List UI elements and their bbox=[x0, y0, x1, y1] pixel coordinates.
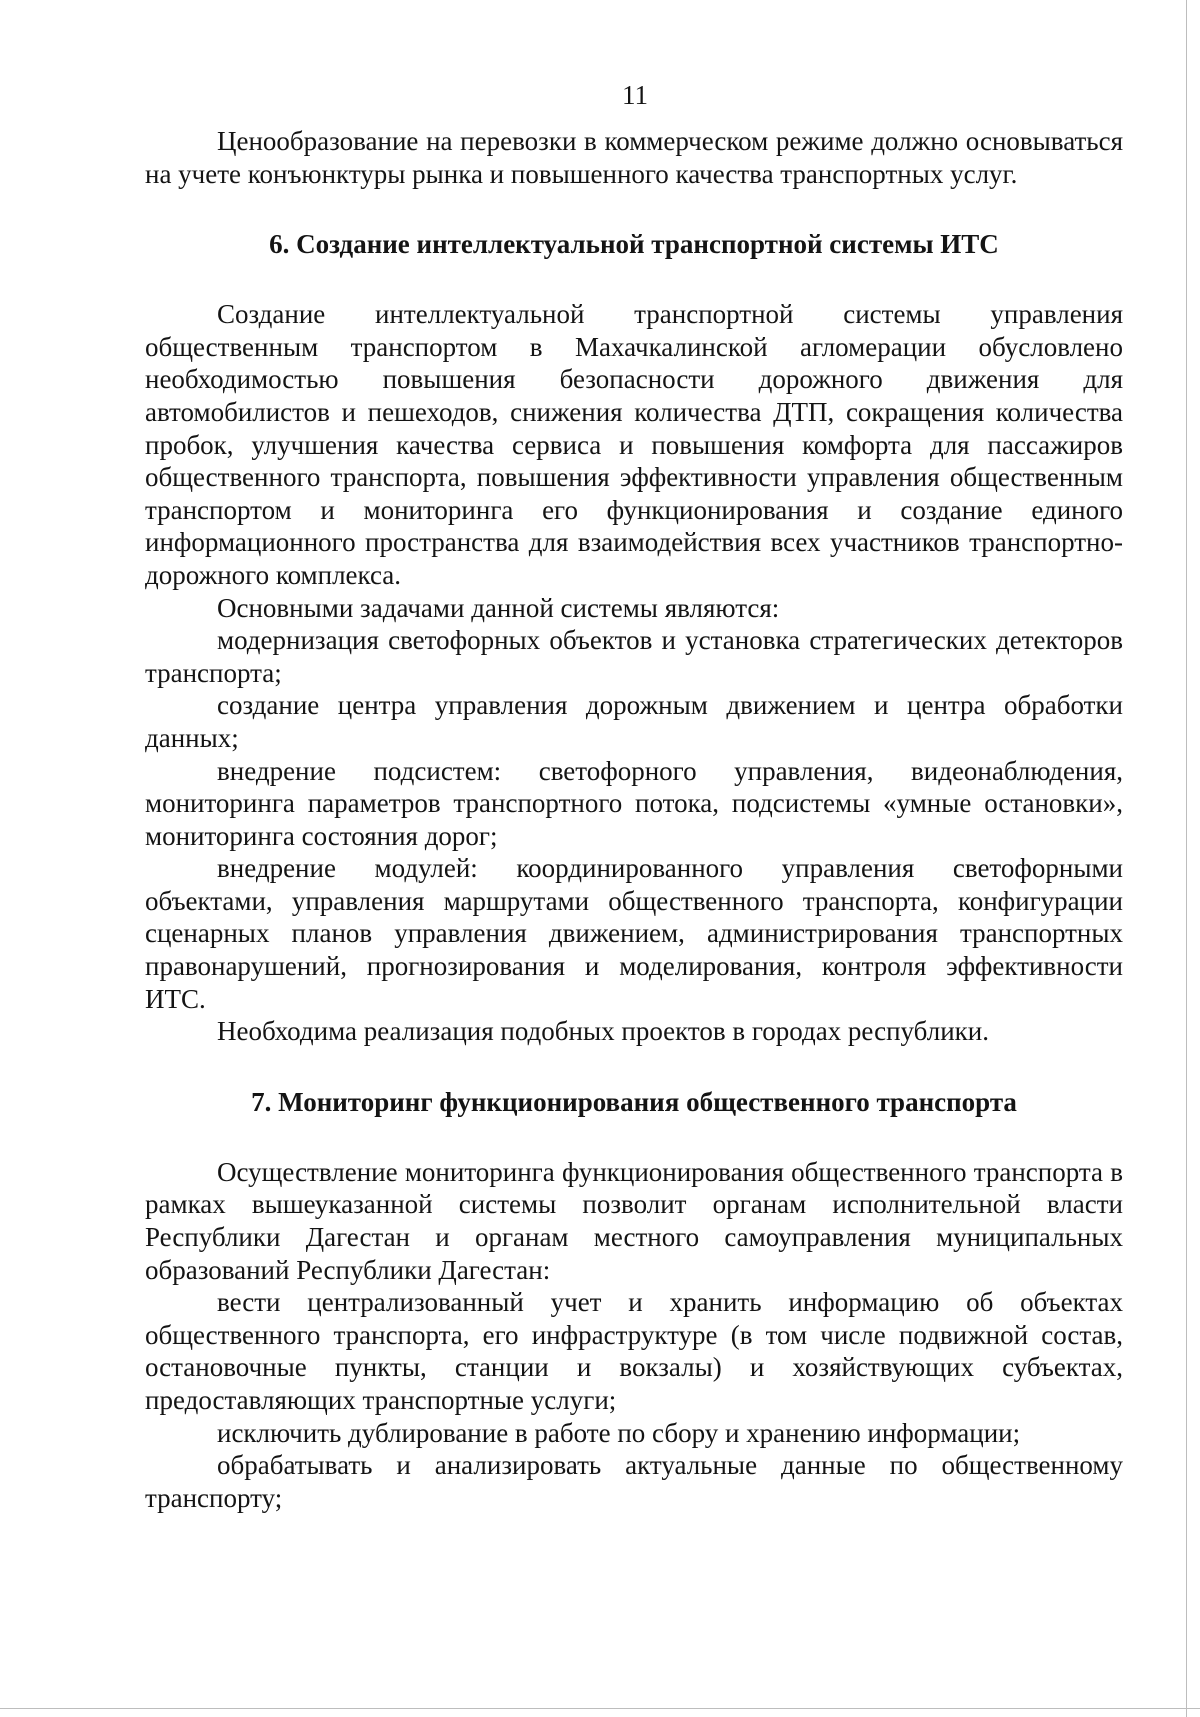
paragraph-pricing: Ценообразование на перевозки в коммерческом режиме должно основываться на учете конъюнктуры рынка и повышенного качества транспортных услуг. bbox=[145, 126, 1123, 189]
section-7-paragraph-1: Осуществление мониторинга функционирования общественного транспорта в рамках вышеуказанной системы позволит органам исполнительной власти Республики Дагестан и органам местного самоуправления муниципальных образований Республики Дагестан: bbox=[145, 1156, 1123, 1285]
section-7-list-item-3: обрабатывать и анализировать актуальные данные по общественному транспорту; bbox=[145, 1450, 1123, 1513]
document-body bbox=[145, 125, 1123, 1514]
section-6-heading: 6. Создание интеллектуальной транспортной системы ИТС bbox=[269, 229, 999, 260]
page-number: 11 bbox=[622, 80, 648, 110]
section-7-heading: 7. Мониторинг функционирования общественного транспорта bbox=[251, 1086, 1017, 1117]
section-6-list-item-3: внедрение подсистем: светофорного управления, видеонаблюдения, мониторинга параметров транспортного потока, подсистемы «умные остановки», мониторинга состояния дорог; bbox=[145, 755, 1123, 851]
section-6-list-item-1: модернизация светофорных объектов и установка стратегических детекторов транспорта; bbox=[145, 625, 1123, 688]
section-6-paragraph-last: Необходима реализация подобных проектов в городах республики. bbox=[217, 1016, 989, 1047]
section-7-list-item-1: вести централизованный учет и хранить информацию об объектах общественного транспорта, его инфраструктуре (в том числе подвижной состав, остановочные пункты, станции и вокзалы) и хозяйствующих субъектах, предоставляющих транспортные услуги; bbox=[145, 1287, 1123, 1415]
section-7-list-item-2: исключить дублирование в работе по сбору и хранению информации; bbox=[217, 1417, 1021, 1448]
section-6-paragraph-2: Основными задачами данной системы являются: bbox=[217, 592, 780, 623]
section-6-list-item-4: внедрение модулей: координированного управления светофорными объектами, управления маршрутами общественного транспорта, конфигурации сценарных планов управления движением, администрирования транспортных правонарушений, прогнозирования и моделирования, контроля эффективности ИТС. bbox=[145, 853, 1123, 1014]
scan-edge-bottom bbox=[0, 1708, 1200, 1709]
section-6-list-item-2: создание центра управления дорожным движением и центра обработки данных; bbox=[145, 690, 1123, 753]
section-6-paragraph-1: Создание интеллектуальной транспортной системы управления общественным транспортом в Махачкалинской агломерации обусловлено необходимостью повышения безопасности дорожного движения для автомобилистов и пешеходов, снижения количества ДТП, сокращения количества пробок, улучшения качества сервиса и повышения комфорта для пассажиров общественного транспорта, повышения эффективности управления общественным транспортом и мониторинга его функционирования и создание единого информационного пространства для взаимодействия всех участников транспортно-дорожного комплекса. bbox=[145, 299, 1123, 590]
scan-edge-right bbox=[1186, 0, 1187, 1717]
